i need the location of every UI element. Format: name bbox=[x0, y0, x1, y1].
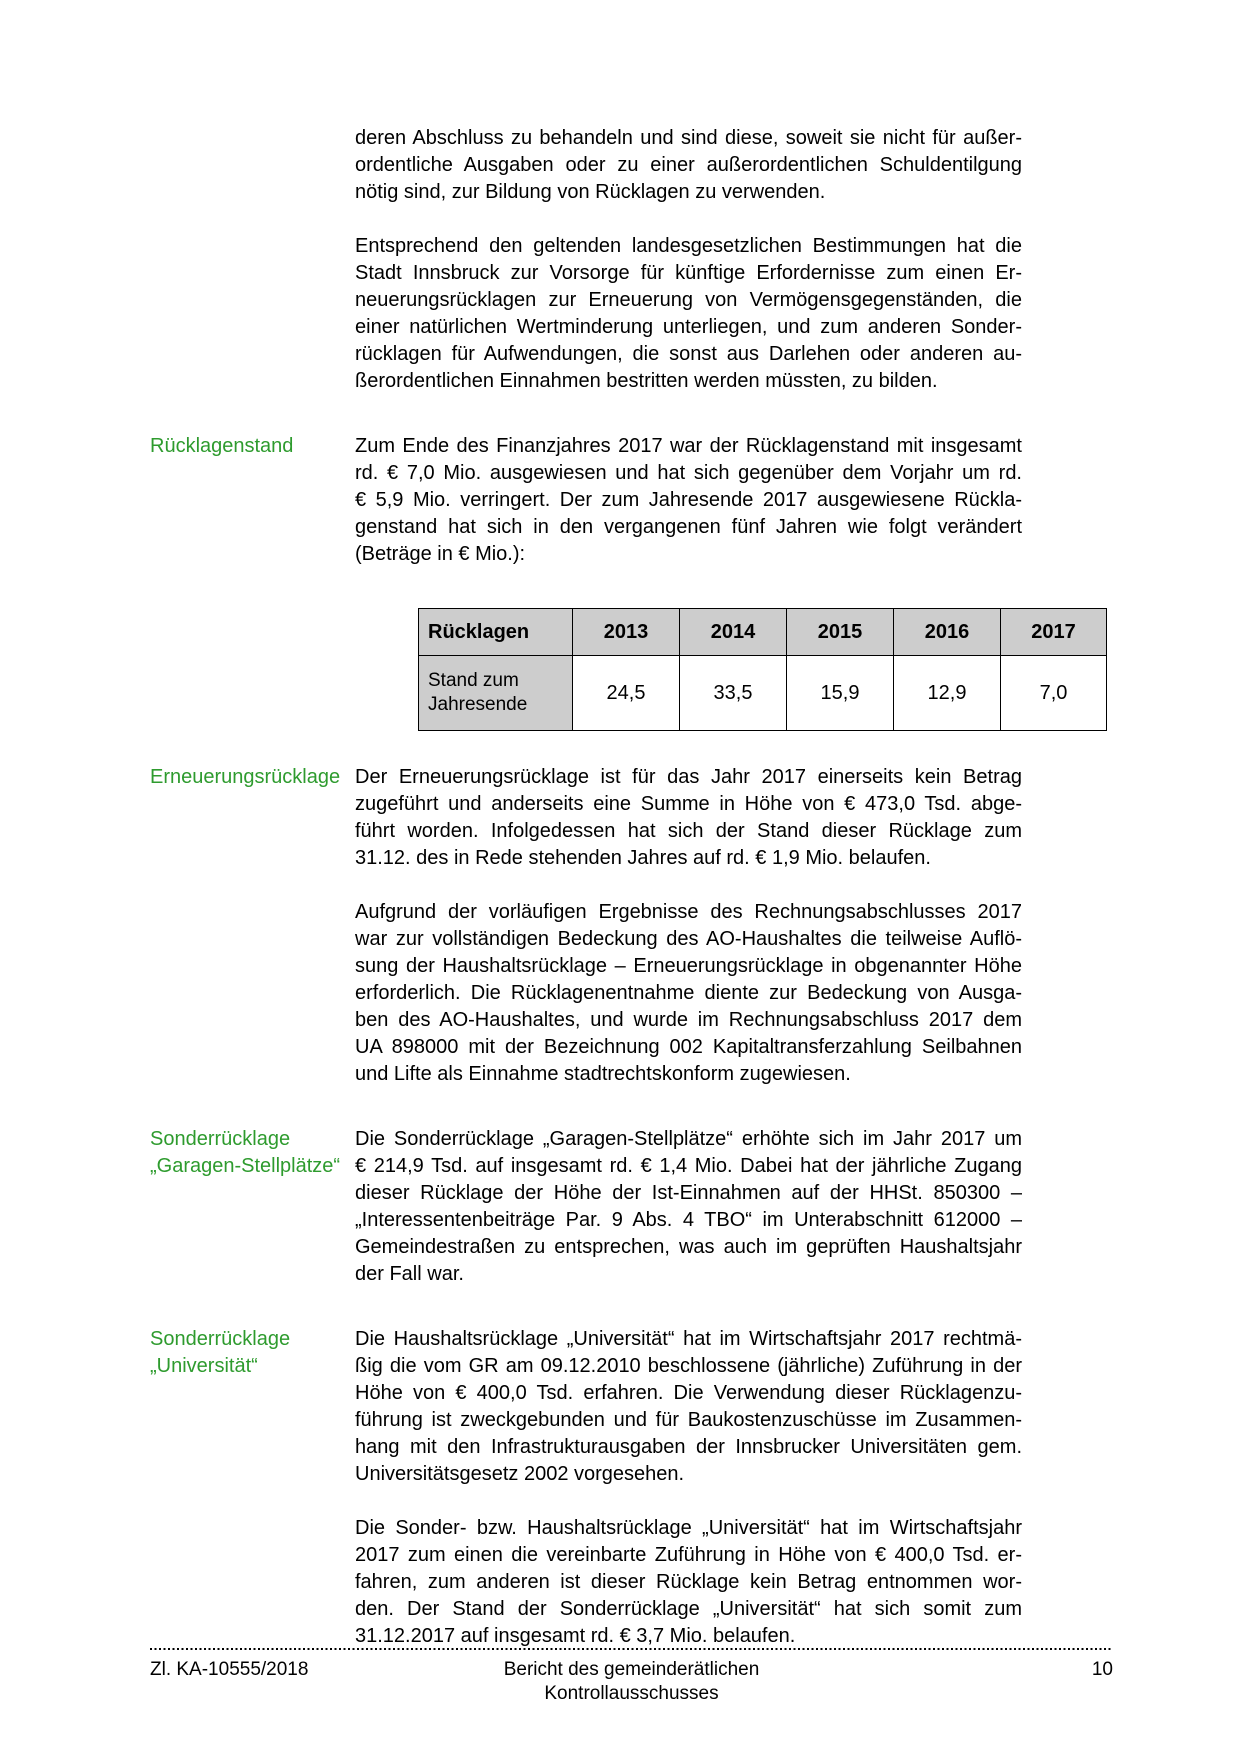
table-header-cell: 2013 bbox=[573, 609, 680, 656]
paragraph-line: der Fall war. bbox=[355, 1263, 464, 1285]
paragraph-line: Die Haushaltsrücklage „Universität“ hat im Wirtschaftsjahr 2017 rechtmä- bbox=[355, 1328, 1022, 1350]
paragraph-line: Stadt Innsbruck zur Vorsorge für künftige Erfordernisse zum einen Er- bbox=[355, 262, 1022, 284]
paragraph-line: 2017 zum einen die vereinbarte Zuführung in Höhe von € 400,0 Tsd. er- bbox=[355, 1544, 1022, 1566]
margin-label bbox=[150, 1126, 355, 1180]
table-value-cell: 12,9 bbox=[894, 656, 1001, 731]
paragraph-line: den. Der Stand der Sonderrücklage „Universität“ hat sich somit zum bbox=[355, 1598, 1022, 1620]
paragraph-line: hang mit den Infrastrukturausgaben der Innsbrucker Universitäten gem. bbox=[355, 1436, 1022, 1458]
paragraph-line: und Lifte als Einnahme stadtrechtskonform zugewiesen. bbox=[355, 1063, 851, 1085]
reserves-table-body bbox=[419, 656, 1107, 731]
paragraph bbox=[355, 233, 1022, 395]
paragraph-line: „Interessentenbeiträge Par. 9 Abs. 4 TBO“ im Unterabschnitt 612000 – bbox=[355, 1209, 1022, 1231]
paragraph-line: Der Erneuerungsrücklage ist für das Jahr 2017 einerseits kein Betrag bbox=[355, 766, 1022, 788]
footer-dotted-line bbox=[150, 1648, 1113, 1650]
section-main bbox=[355, 1126, 1106, 1315]
paragraph bbox=[355, 433, 1022, 568]
paragraph-line: ßig die vom GR am 09.12.2010 beschlossene (jährliche) Zuführung in der bbox=[355, 1355, 1022, 1377]
paragraph-line: Gemeindestraßen zu entsprechen, was auch im geprüften Haushaltsjahr bbox=[355, 1236, 1022, 1258]
table-header-cell: 2016 bbox=[894, 609, 1001, 656]
paragraph-line: Die Sonderrücklage „Garagen-Stellplätze“ erhöhte sich im Jahr 2017 um bbox=[355, 1128, 1022, 1150]
paragraph-line: Universitätsgesetz 2002 vorgesehen. bbox=[355, 1463, 685, 1485]
table-value-cell: 7,0 bbox=[1001, 656, 1107, 731]
reserves-table-head bbox=[419, 609, 1107, 656]
reserves-table bbox=[418, 608, 1107, 731]
paragraph-line: sung der Haushaltsrücklage – Erneuerungsrücklage in obgenannter Höhe bbox=[355, 955, 1022, 977]
paragraph-line: führt worden. Infolgedessen hat sich der Stand dieser Rücklage zum bbox=[355, 820, 1022, 842]
paragraph-line: neuerungsrücklagen zur Erneuerung von Vermögensgegenständen, die bbox=[355, 289, 1022, 311]
paragraph-line: deren Abschluss zu behandeln und sind diese, soweit sie nicht für außer- bbox=[355, 127, 1022, 149]
paragraph bbox=[355, 125, 1022, 206]
footer-title: Bericht des gemeinderätlichen Kontrollausschusses bbox=[503, 1659, 760, 1704]
paragraph-line: rd. € 7,0 Mio. ausgewiesen und hat sich gegenüber dem Vorjahr um rd. bbox=[355, 462, 1022, 484]
footer-reference: Zl. KA-10555/2018 bbox=[150, 1659, 309, 1680]
paragraph-line: ßerordentlichen Einnahmen bestritten werden müssten, zu bilden. bbox=[355, 370, 938, 392]
section-sonderruecklage-garagen bbox=[150, 1126, 1106, 1315]
section-erneuerungsruecklage bbox=[150, 764, 1106, 1115]
paragraph-line: Höhe von € 400,0 Tsd. erfahren. Die Verwendung dieser Rücklagenzu- bbox=[355, 1382, 1022, 1404]
margin-label-line: Erneuerungsrücklage bbox=[150, 766, 341, 788]
paragraph bbox=[355, 1126, 1022, 1288]
table-row bbox=[419, 656, 1107, 731]
margin-label-line: Sonderrücklage bbox=[150, 1128, 291, 1150]
paragraph-line: Entsprechend den geltenden landesgesetzlichen Bestimmungen hat die bbox=[355, 235, 1022, 257]
paragraph-line: nötig sind, zur Bildung von Rücklagen zu verwenden. bbox=[355, 181, 826, 203]
paragraph-line: UA 898000 mit der Bezeichnung 002 Kapitaltransferzahlung Seilbahnen bbox=[355, 1036, 1022, 1058]
table-value-cell: 24,5 bbox=[573, 656, 680, 731]
section-intro bbox=[150, 125, 1106, 422]
table-row-label-line: Stand zum bbox=[428, 670, 519, 691]
section-ruecklagenstand bbox=[150, 433, 1106, 753]
margin-label-line: Sonderrücklage bbox=[150, 1328, 291, 1350]
section-main bbox=[355, 1326, 1106, 1677]
table-header-cell: 2015 bbox=[787, 609, 894, 656]
table-row-label bbox=[419, 656, 573, 731]
margin-label bbox=[150, 1326, 355, 1380]
paragraph-line: rücklagen für Aufwendungen, die sonst aus Darlehen oder anderen au- bbox=[355, 343, 1022, 365]
paragraph-line: zugeführt und anderseits eine Summe in Höhe von € 473,0 Tsd. abge- bbox=[355, 793, 1022, 815]
table-header-cell: 2014 bbox=[680, 609, 787, 656]
margin-label-line: „Garagen-Stellplätze“ bbox=[150, 1155, 341, 1177]
paragraph-line: einer natürlichen Wertminderung unterliegen, und zum anderen Sonder- bbox=[355, 316, 1022, 338]
paragraph-line: Aufgrund der vorläufigen Ergebnisse des Rechnungsabschlusses 2017 bbox=[355, 901, 1022, 923]
paragraph-line: erforderlich. Die Rücklagenentnahme diente zur Bedeckung von Ausga- bbox=[355, 982, 1022, 1004]
margin-label bbox=[150, 433, 355, 460]
paragraph-line: fahren, zum anderen ist dieser Rücklage kein Betrag entnommen wor- bbox=[355, 1571, 1022, 1593]
section-main bbox=[355, 433, 1106, 753]
margin-label-line: „Universität“ bbox=[150, 1355, 258, 1377]
paragraph-line: Die Sonder- bzw. Haushaltsrücklage „Universität“ hat im Wirtschaftsjahr bbox=[355, 1517, 1022, 1539]
paragraph-line: führung ist zweckgebunden und für Baukostenzuschüsse im Zusammen- bbox=[355, 1409, 1022, 1431]
paragraph-line: 31.12. des in Rede stehenden Jahres auf rd. € 1,9 Mio. belaufen. bbox=[355, 847, 931, 869]
paragraph bbox=[355, 764, 1022, 872]
footer-page-number: 10 bbox=[1091, 1659, 1113, 1680]
paragraph-line: (Beträge in € Mio.): bbox=[355, 543, 526, 565]
paragraph bbox=[355, 1515, 1022, 1650]
section-sonderruecklage-universitaet bbox=[150, 1326, 1106, 1677]
table-header-cell: 2017 bbox=[1001, 609, 1107, 656]
paragraph-line: ordentliche Ausgaben oder zu einer außerordentlichen Schuldentilgung bbox=[355, 154, 1022, 176]
paragraph-line: 31.12.2017 auf insgesamt rd. € 3,7 Mio. belaufen. bbox=[355, 1625, 796, 1647]
footer bbox=[150, 1648, 1113, 1706]
table-value-cell: 15,9 bbox=[787, 656, 894, 731]
section-main bbox=[355, 125, 1106, 422]
footer-row bbox=[150, 1658, 1113, 1706]
section-main bbox=[355, 764, 1106, 1115]
paragraph-line: genstand hat sich in den vergangenen fünf Jahren wie folgt verändert bbox=[355, 516, 1022, 538]
table-value-cell: 33,5 bbox=[680, 656, 787, 731]
paragraph bbox=[355, 899, 1022, 1088]
content bbox=[150, 125, 1106, 1677]
paragraph-line: € 5,9 Mio. verringert. Der zum Jahresende 2017 ausgewiesene Rückla- bbox=[355, 489, 1022, 511]
paragraph-line: Zum Ende des Finanzjahres 2017 war der Rücklagenstand mit insgesamt bbox=[355, 435, 1022, 457]
table-header-row bbox=[419, 609, 1107, 656]
paragraph-line: war zur vollständigen Bedeckung des AO-Haushaltes die teilweise Auflö- bbox=[355, 928, 1022, 950]
paragraph bbox=[355, 1326, 1022, 1488]
paragraph-line: € 214,9 Tsd. auf insgesamt rd. € 1,4 Mio. Dabei hat der jährliche Zugang bbox=[355, 1155, 1022, 1177]
paragraph-line: dieser Rücklage der Höhe der Ist-Einnahmen auf der HHSt. 850300 – bbox=[355, 1182, 1022, 1204]
paragraph-line: ben des AO-Haushaltes, und wurde im Rechnungsabschluss 2017 dem bbox=[355, 1009, 1022, 1031]
table-header-cell: Rücklagen bbox=[419, 609, 573, 656]
table-row-label-line: Jahresende bbox=[428, 694, 528, 715]
margin-label bbox=[150, 764, 355, 791]
margin-label-line: Rücklagenstand bbox=[150, 435, 294, 457]
